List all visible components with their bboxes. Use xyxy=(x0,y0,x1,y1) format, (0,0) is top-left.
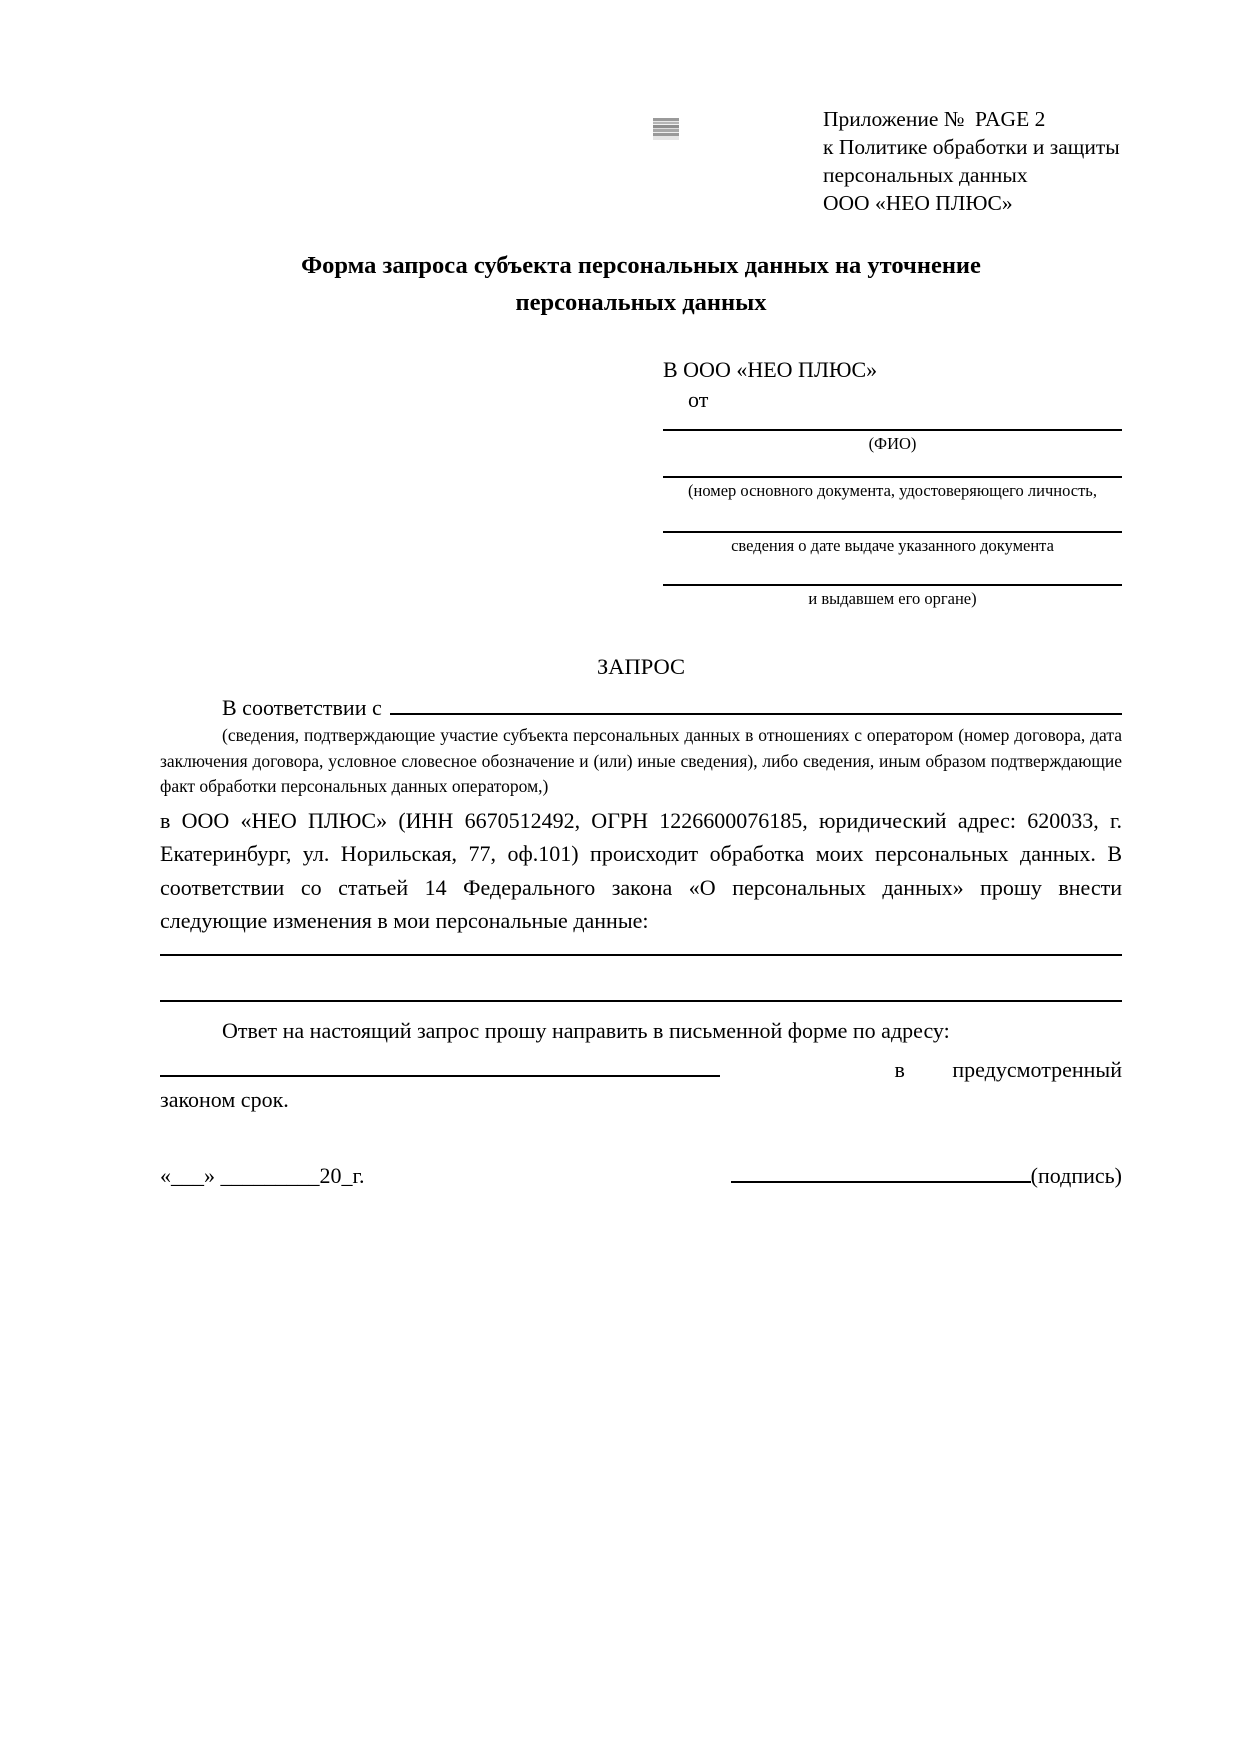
doc-number-blank-line xyxy=(663,454,1122,478)
signature-blank-line xyxy=(731,1157,1031,1183)
changes-blank-line-1 xyxy=(160,938,1122,956)
header-line-company: ООО «НЕО ПЛЮС» xyxy=(823,191,1013,215)
request-heading: ЗАПРОС xyxy=(596,654,686,679)
reply-address-blank-line xyxy=(160,1049,720,1077)
fio-caption: (ФИО) xyxy=(868,434,917,453)
form-title-line2: персональных данных xyxy=(515,289,767,316)
form-title-line1: Форма запроса субъекта персональных данных на уточнение xyxy=(301,252,981,279)
signature-caption: (подпись) xyxy=(1030,1163,1122,1188)
fio-blank-line xyxy=(663,415,1122,431)
header-line-personal-data: персональных данных xyxy=(823,163,1028,187)
legal-note: (сведения, подтверждающие участие субъекта персональных данных в отношениях с оператором (номер договора, дата заключения договора, условное словесное обозначение и (или) иные сведения), либо сведения, иным образом подтверждающие факт обработки персональных данных оператором,) xyxy=(160,725,1122,796)
issue-date-blank-line xyxy=(663,501,1122,533)
according-label: В соответствии с xyxy=(222,695,382,720)
header-line-appendix: Приложение № PAGE 2 xyxy=(823,107,1046,131)
addressee-to: В ООО «НЕО ПЛЮС» xyxy=(663,357,878,382)
signature-group xyxy=(731,1157,1122,1189)
according-line xyxy=(160,689,1122,723)
date-signature-row xyxy=(160,1157,1122,1189)
form-title xyxy=(160,247,1122,321)
reply-tail-text: в предусмотренный xyxy=(894,1057,1122,1082)
issuing-authority-caption: и выдавшем его органе) xyxy=(808,589,977,608)
addressee-from-label: от xyxy=(688,387,709,412)
reply-paragraph: Ответ на настоящий запрос прошу направить в письменной форме по адресу: xyxy=(222,1017,950,1043)
date-blank: «___» _________20_г. xyxy=(160,1163,365,1188)
issue-date-caption: сведения о дате выдаче указанного документа xyxy=(731,536,1054,555)
embedded-table-icon xyxy=(653,118,679,140)
doc-number-caption: (номер основного документа, удостоверяющего личность, xyxy=(688,481,1097,500)
reply-tail-text2: законом срок. xyxy=(160,1087,289,1112)
header-line-policy: к Политике обработки и защиты xyxy=(823,135,1120,159)
header-note xyxy=(823,105,1122,217)
changes-blank-line-2 xyxy=(160,956,1122,1002)
reply-address-row xyxy=(160,1049,1122,1083)
issuing-authority-blank-line xyxy=(663,556,1122,586)
body-paragraph: в ООО «НЕО ПЛЮС» (ИНН 6670512492, ОГРН 1226600076185, юридический адрес: 620033, г. Екатеринбург, ул. Норильская, 77, оф.101) происходит обработка моих персональных данных. В соответствии со статьей 14 Федерального закона «О персональных данных» прошу внести следующие изменения в мои персональные данные: xyxy=(160,807,1122,933)
addressee-block xyxy=(663,355,1122,609)
according-blank-line xyxy=(390,689,1122,715)
